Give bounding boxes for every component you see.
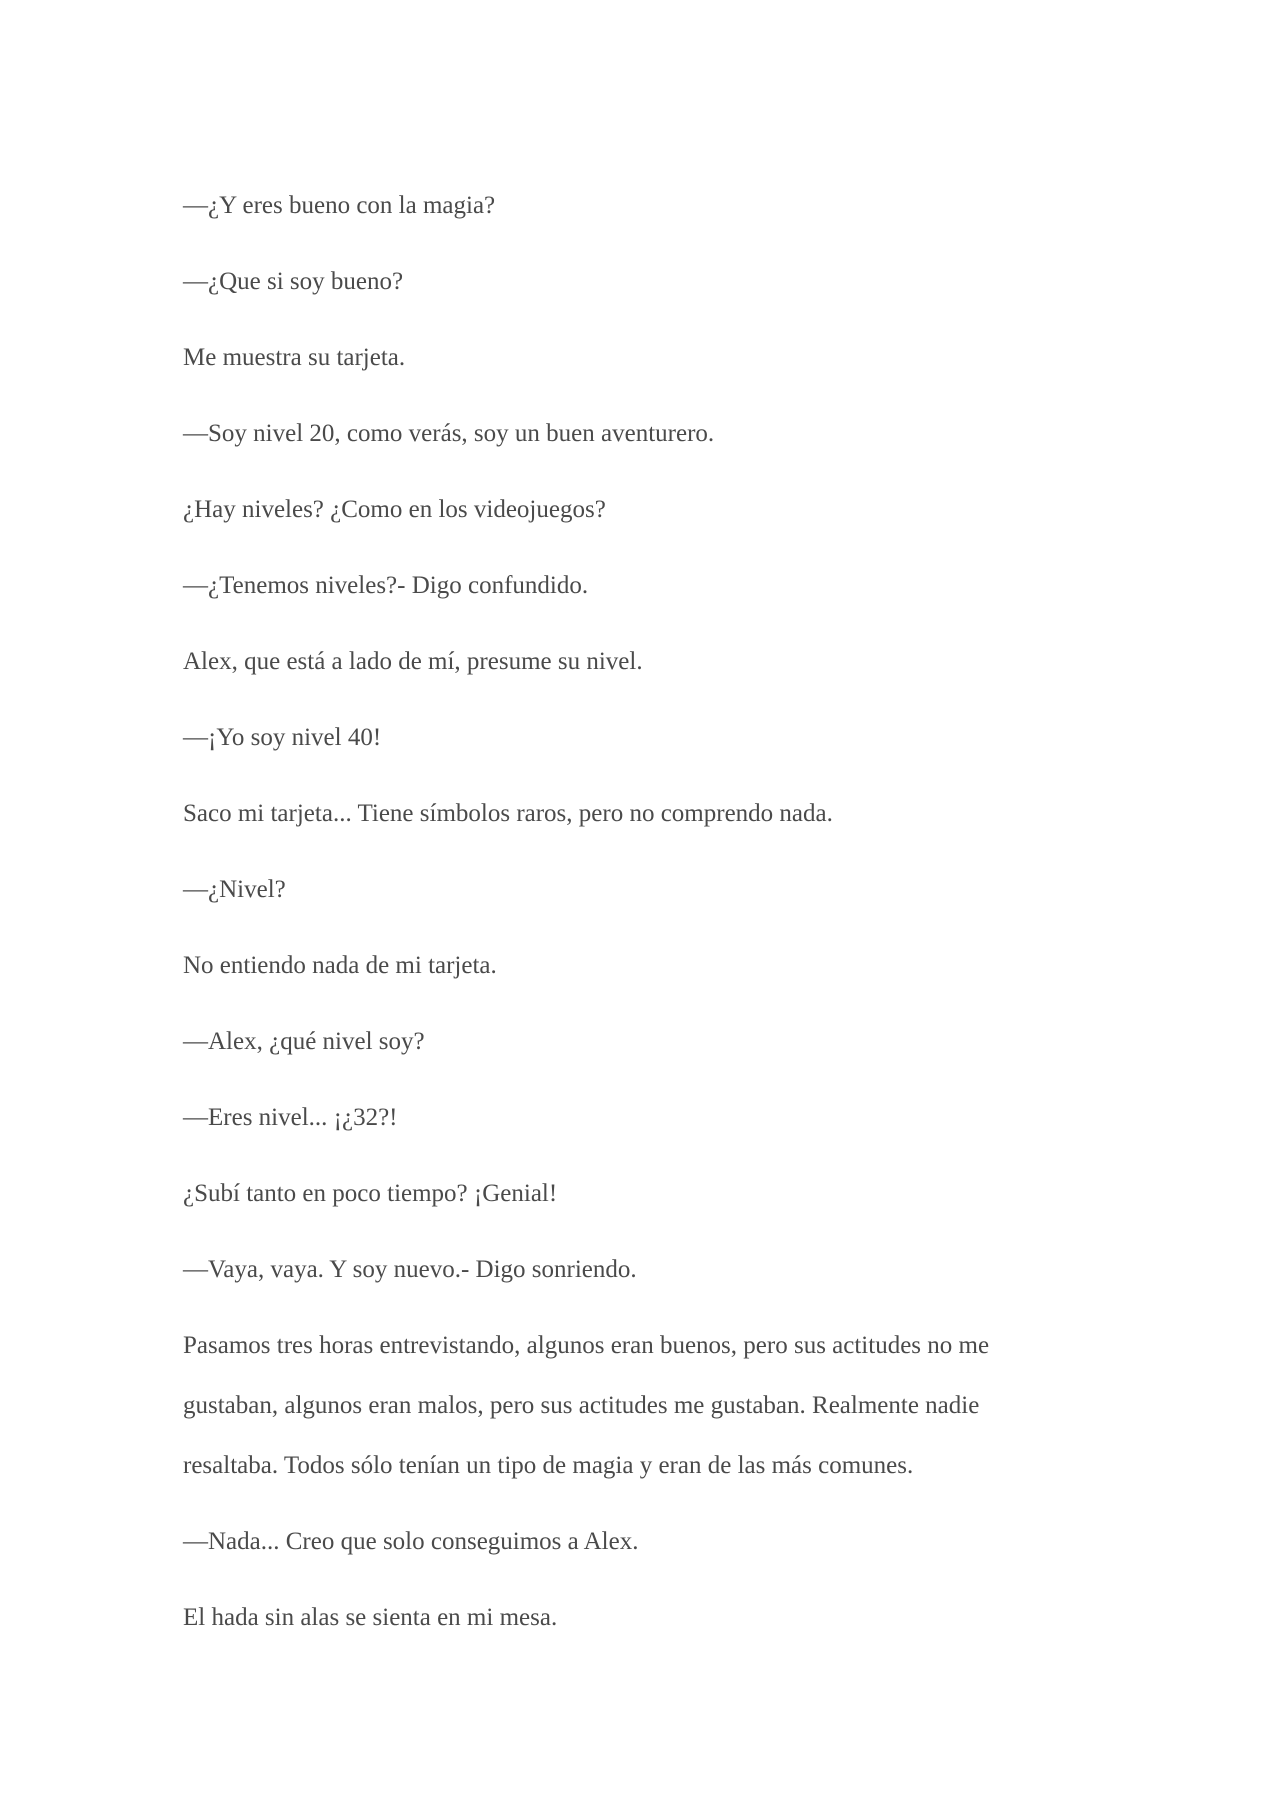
paragraph: El hada sin alas se sienta en mi mesa. [183,1604,558,1631]
paragraph: —Vaya, vaya. Y soy nuevo.- Digo sonriendo. [183,1256,637,1283]
paragraph: Alex, que está a lado de mí, presume su nivel. [183,648,643,675]
paragraph: —¡Yo soy nivel 40! [183,724,382,751]
paragraph: —Nada... Creo que solo conseguimos a Alex. [183,1528,639,1555]
paragraph: —¿Tenemos niveles?- Digo confundido. [183,572,589,599]
paragraph: —Eres nivel... ¡¿32?! [183,1104,398,1131]
document-body [183,176,1083,1664]
paragraph: —¿Y eres bueno con la magia? [183,192,496,219]
paragraph: ¿Hay niveles? ¿Como en los videojuegos? [183,496,606,523]
paragraph: —¿Nivel? [183,876,286,903]
paragraph: Pasamos tres horas entrevistando, algunos eran buenos, pero sus actitudes no me gustaban, algunos eran malos, pero sus actitudes me gustaban. Realmente nadie resaltaba. Todos sólo tenían un tipo de magia y eran de las más comunes. [183,1332,990,1479]
paragraph: Me muestra su tarjeta. [183,344,406,371]
paragraph: No entiendo nada de mi tarjeta. [183,952,497,979]
paragraph: —Alex, ¿qué nivel soy? [183,1028,425,1055]
paragraph: —Soy nivel 20, como verás, soy un buen aventurero. [183,420,715,447]
paragraph: Saco mi tarjeta... Tiene símbolos raros, pero no comprendo nada. [183,800,833,827]
paragraph: ¿Subí tanto en poco tiempo? ¡Genial! [183,1180,558,1207]
paragraph: —¿Que si soy bueno? [183,268,404,295]
